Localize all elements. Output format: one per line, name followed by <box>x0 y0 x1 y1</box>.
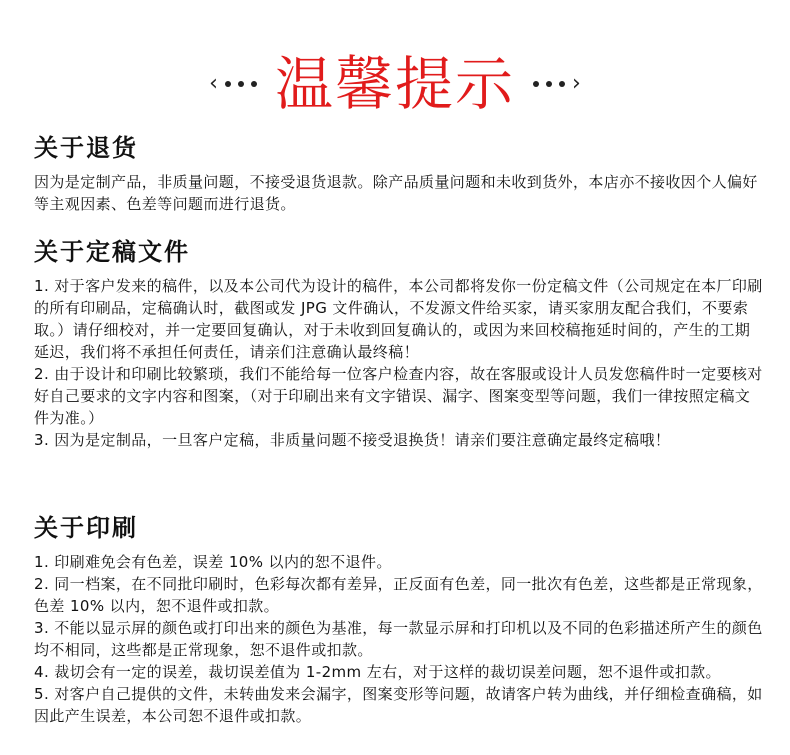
paragraph: 因为是定制产品，非质量问题，不接受退货退款。除产品质量问题和未收到货外，本店亦不接收因个人偏好等主观因素、色差等问题而进行退货。 <box>34 173 758 213</box>
paragraph: 3. 不能以显示屏的颜色或打印出来的颜色为基准，每一款显示屏和打印机以及不同的色彩描述所产生的颜色均不相同，这些都是正常现象，恕不退件或扣款。 <box>34 619 763 659</box>
paragraph: 5. 对客户自己提供的文件，未转曲发来会漏字，图案变形等问题，故请客户转为曲线，并仔细检查确稿，如因此产生误差，本公司恕不退件或扣款。 <box>34 685 763 725</box>
left-decoration <box>209 73 257 95</box>
page-title: 温馨提示 <box>274 50 515 118</box>
section-title: 关于印刷 <box>34 514 138 542</box>
dot-icon <box>225 81 231 87</box>
left-arrow-icon: ‹ <box>209 71 218 96</box>
dot-icon <box>238 81 244 87</box>
paragraph: 4. 裁切会有一定的误差，裁切误差值为 1-2mm 左右，对于这样的裁切误差问题，恕不退件或扣款。 <box>34 663 721 681</box>
section-final-draft <box>34 232 764 451</box>
dot-icon <box>559 81 565 87</box>
paragraph: 2. 由于设计和印刷比较繁琐，我们不能给每一位客户检查内容，故在客服或设计人员发您稿件时一定要核对好自己要求的文字内容和图案，（对于印刷出来有文字错误、漏字、图案变型等问题，我们一律按照定稿文件为准。） <box>34 365 763 427</box>
right-arrow-icon: › <box>572 71 581 96</box>
dot-icon <box>251 81 257 87</box>
section-printing <box>34 508 764 727</box>
dot-icon <box>533 81 539 87</box>
section-returns <box>34 128 764 215</box>
page-header <box>0 38 790 130</box>
paragraph: 1. 对于客户发来的稿件，以及本公司代为设计的稿件，本公司都将发你一份定稿文件（公司规定在本厂印刷的所有印刷品，定稿确认时，截图或发 JPG 文件确认，不发源文件给买家，请买家朋友配合我们，不要索取。）请仔细校对，并一定要回复确认，对于未收到回复确认的，或因为来回校稿拖延时间的，产生的工期延迟，我们将不承担任何责任，请亲们注意确认最终稿！ <box>34 277 763 361</box>
paragraph: 1. 印刷难免会有色差，误差 10% 以内的恕不退件。 <box>34 553 392 571</box>
section-title: 关于退货 <box>34 134 138 162</box>
section-title: 关于定稿文件 <box>34 238 190 266</box>
right-decoration <box>533 73 581 95</box>
paragraph: 2. 同一档案，在不同批印刷时，色彩每次都有差异，正反面有色差，同一批次有色差，这些都是正常现象，色差 10% 以内，恕不退件或扣款。 <box>34 575 763 615</box>
dot-icon <box>546 81 552 87</box>
paragraph: 3. 因为是定制品，一旦客户定稿，非质量问题不接受退换货！请亲们要注意确定最终定稿哦！ <box>34 431 671 449</box>
